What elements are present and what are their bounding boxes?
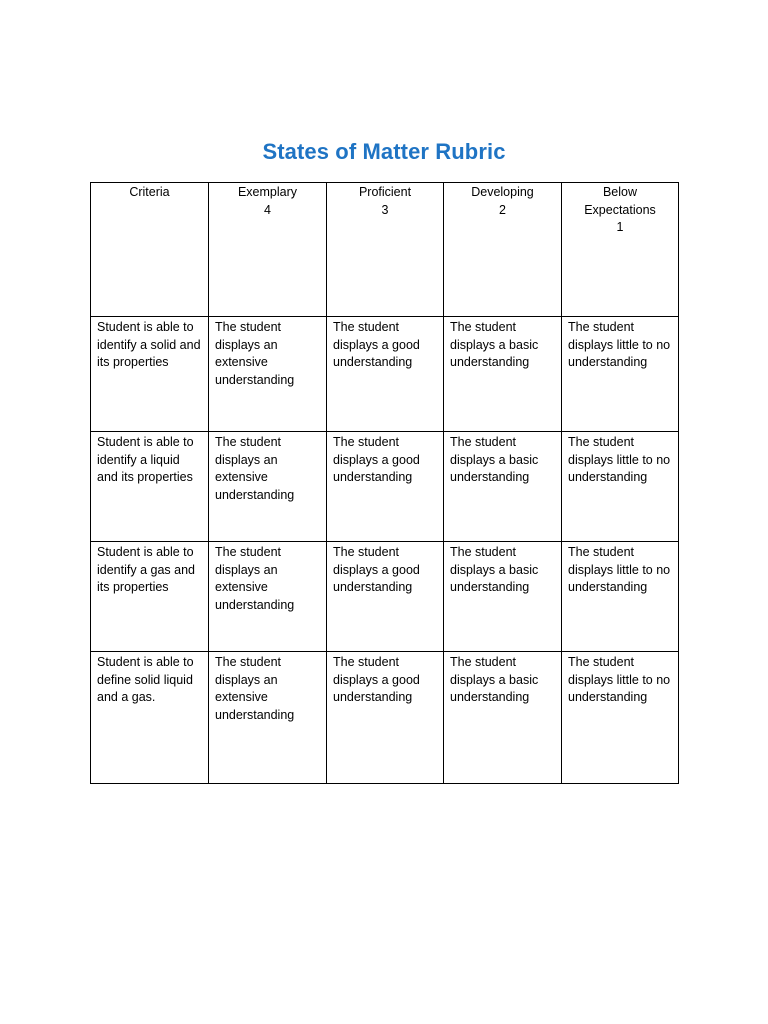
criteria-header-label: Criteria — [129, 185, 170, 199]
descriptor-cell: The student displays a good understanding — [327, 432, 444, 542]
descriptor-cell: The student displays little to no understanding — [562, 652, 679, 784]
header-row — [91, 183, 679, 317]
descriptor-cell: The student displays a good understanding — [327, 652, 444, 784]
level-name: Below Expectations — [584, 185, 656, 217]
descriptor-cell: The student displays a good understanding — [327, 542, 444, 652]
rubric-table — [90, 182, 679, 784]
level-score: 2 — [499, 202, 506, 217]
descriptor-cell: The student displays little to no understanding — [562, 542, 679, 652]
descriptor-cell: The student displays a basic understanding — [444, 652, 562, 784]
criterion-cell: Student is able to define solid liquid and a gas. — [91, 652, 209, 784]
table-row — [91, 317, 679, 432]
level-header-proficient — [327, 183, 444, 317]
criterion-cell: Student is able to identify a solid and its properties — [91, 317, 209, 432]
page-title: States of Matter Rubric — [262, 139, 506, 164]
level-score: 3 — [381, 202, 389, 217]
level-header-below-expectations — [562, 183, 679, 317]
level-score: 1 — [616, 220, 624, 234]
descriptor-cell: The student displays an extensive understanding — [209, 432, 327, 542]
descriptor-cell: The student displays an extensive understanding — [209, 317, 327, 432]
level-header-developing — [444, 183, 562, 317]
table-row — [91, 652, 679, 784]
level-score: 4 — [264, 202, 271, 217]
descriptor-cell: The student displays an extensive understanding — [209, 652, 327, 784]
level-name: Exemplary — [237, 185, 298, 199]
descriptor-cell: The student displays a basic understanding — [444, 432, 562, 542]
descriptor-cell: The student displays little to no understanding — [562, 317, 679, 432]
descriptor-cell: The student displays a basic understanding — [444, 317, 562, 432]
level-header-exemplary — [209, 183, 327, 317]
table-row — [91, 432, 679, 542]
criteria-header — [91, 183, 209, 317]
descriptor-cell: The student displays a basic understanding — [444, 542, 562, 652]
criterion-cell: Student is able to identify a gas and its properties — [91, 542, 209, 652]
descriptor-cell: The student displays a good understanding — [327, 317, 444, 432]
level-name: Proficient — [358, 185, 412, 199]
criterion-cell: Student is able to identify a liquid and its properties — [91, 432, 209, 542]
descriptor-cell: The student displays an extensive understanding — [209, 542, 327, 652]
table-row — [91, 542, 679, 652]
level-name: Developing — [471, 185, 534, 199]
descriptor-cell: The student displays little to no understanding — [562, 432, 679, 542]
